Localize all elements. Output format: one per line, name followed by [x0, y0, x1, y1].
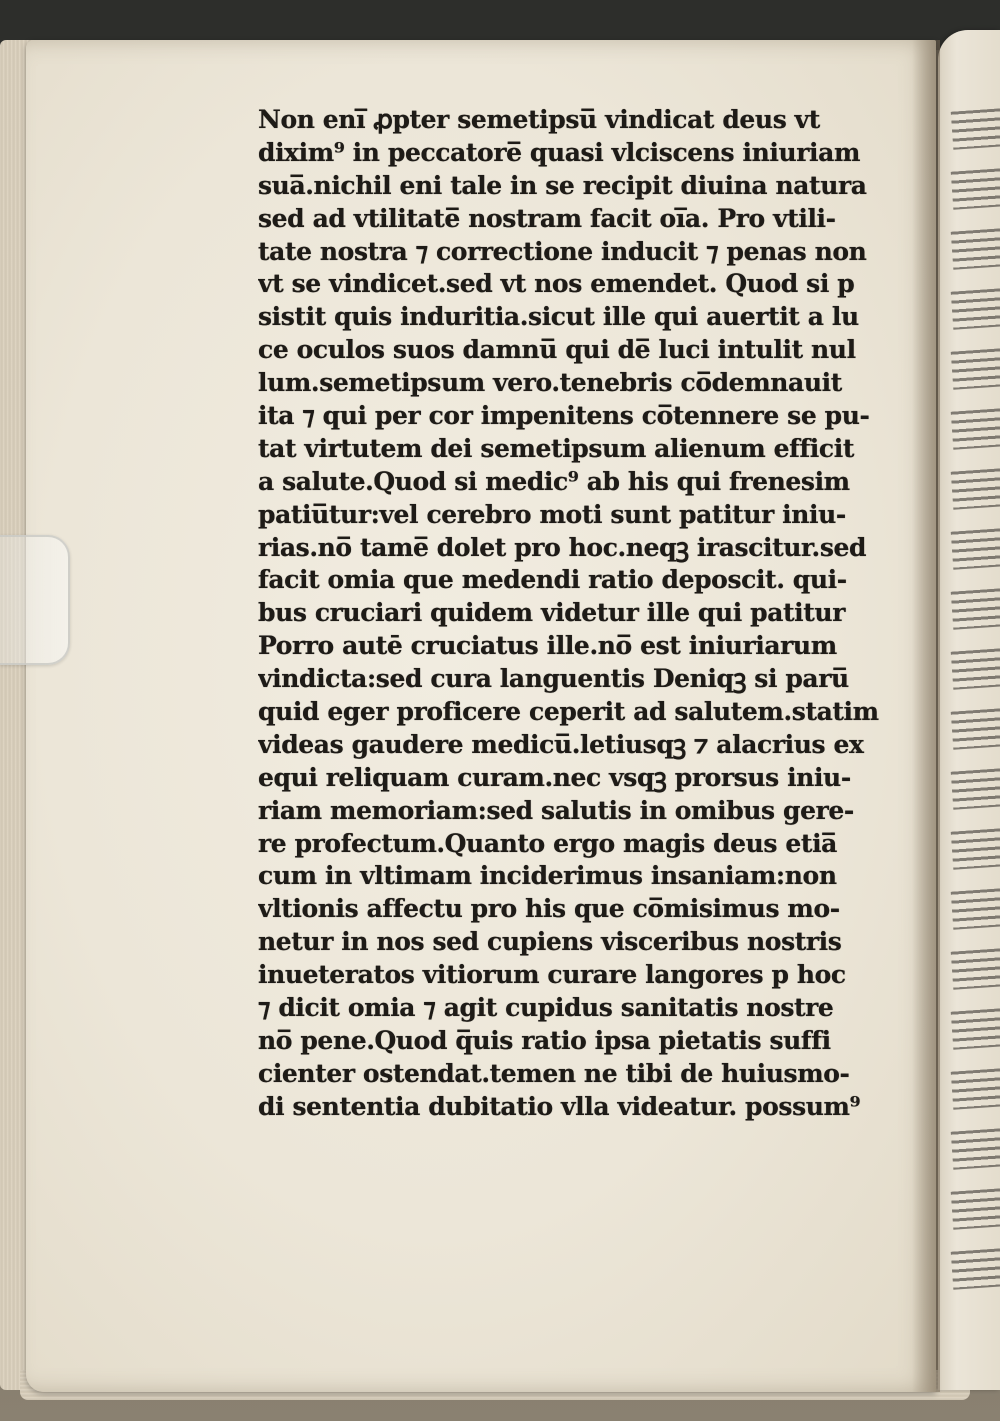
text-line: di sententia dubitatio vlla videatur. possum⁹	[258, 1091, 861, 1121]
text-line: cienter ostendat.temen ne tibi de huiusmo-	[258, 1058, 850, 1088]
text-line: quid eger proficere ceperit ad salutem.statim	[258, 697, 879, 727]
text-line: vltionis affectu pro his que co̅misimus mo-	[258, 894, 840, 924]
text-line: facit omia que medendi ratio deposcit. qui-	[258, 565, 847, 595]
text-line: a salute.Quod si medic⁹ ab his qui frenesim	[258, 466, 850, 496]
text-line: cum in vltimam inciderimus insaniam:non	[258, 861, 837, 891]
text-line: vindicta:sed cura languentis Deniqꝫ si paru̅	[258, 664, 849, 694]
text-line: sistit quis induritia.sicut ille qui auertit a lu	[258, 302, 859, 332]
printed-text-block	[258, 104, 883, 1124]
text-line: Porro autē cruciatus ille.no̅ est iniuriarum	[258, 631, 837, 661]
page-gutter-shadow	[912, 40, 940, 1392]
text-line: ⁊ dicit omia ⁊ agit cupidus sanitatis nostre	[258, 993, 834, 1023]
text-line: ita ⁊ qui per cor impenitens co̅tennere se pu-	[258, 401, 870, 431]
text-line: rias.no̅ tame̅ dolet pro hoc.neqꝫ irascitur.sed	[258, 532, 867, 562]
text-line: Non eni̅ ꝓpter semetipsu̅ vindicat deus vt	[258, 105, 820, 134]
text-line: videas gaudere medicu̅.letiusqꝫ ⁊ alacrius ex	[258, 729, 864, 759]
page-clip	[0, 535, 70, 665]
text-line: inueteratos vitiorum curare langores p hoc	[258, 960, 846, 990]
text-line: equi reliquam curam.nec vsqꝫ prorsus iniu-	[258, 762, 851, 792]
text-line: bus cruciari quidem videtur ille qui patitur	[258, 598, 845, 628]
text-line: patiu̅tur:vel cerebro moti sunt patitur iniu-	[258, 499, 846, 529]
text-line: tate nostra ⁊ correctione inducit ⁊ penas non	[258, 236, 867, 266]
text-line: vt se vindicet.sed vt nos emendet. Quod si p	[258, 269, 855, 299]
text-line: sed ad vtilitate̅ nostram facit oi̅a. Pro vtili-	[258, 203, 836, 233]
text-line: lum.semetipsum vero.tenebris co̅demnauit	[258, 368, 842, 398]
text-line: riam memoriam:sed salutis in omibus gere-	[258, 795, 854, 825]
text-line: re profectum.Quanto ergo magis deus etia̅	[258, 828, 837, 858]
text-line: no̅ pene.Quod q̅uis ratio ipsa pietatis suffi	[258, 1025, 831, 1055]
text-line: ce oculos suos damnu̅ qui de̅ luci intulit nul	[258, 335, 856, 365]
facing-page	[938, 30, 1000, 1390]
text-line: sua̅.nichil eni tale in se recipit diuina natura	[258, 170, 867, 200]
facing-page-text-marks	[952, 110, 1000, 1310]
text-line: dixim⁹ in peccatore̅ quasi vlciscens iniuriam	[258, 137, 860, 167]
text-line: netur in nos sed cupiens visceribus nostris	[258, 927, 842, 957]
text-line: tat virtutem dei semetipsum alienum efficit	[258, 433, 854, 463]
